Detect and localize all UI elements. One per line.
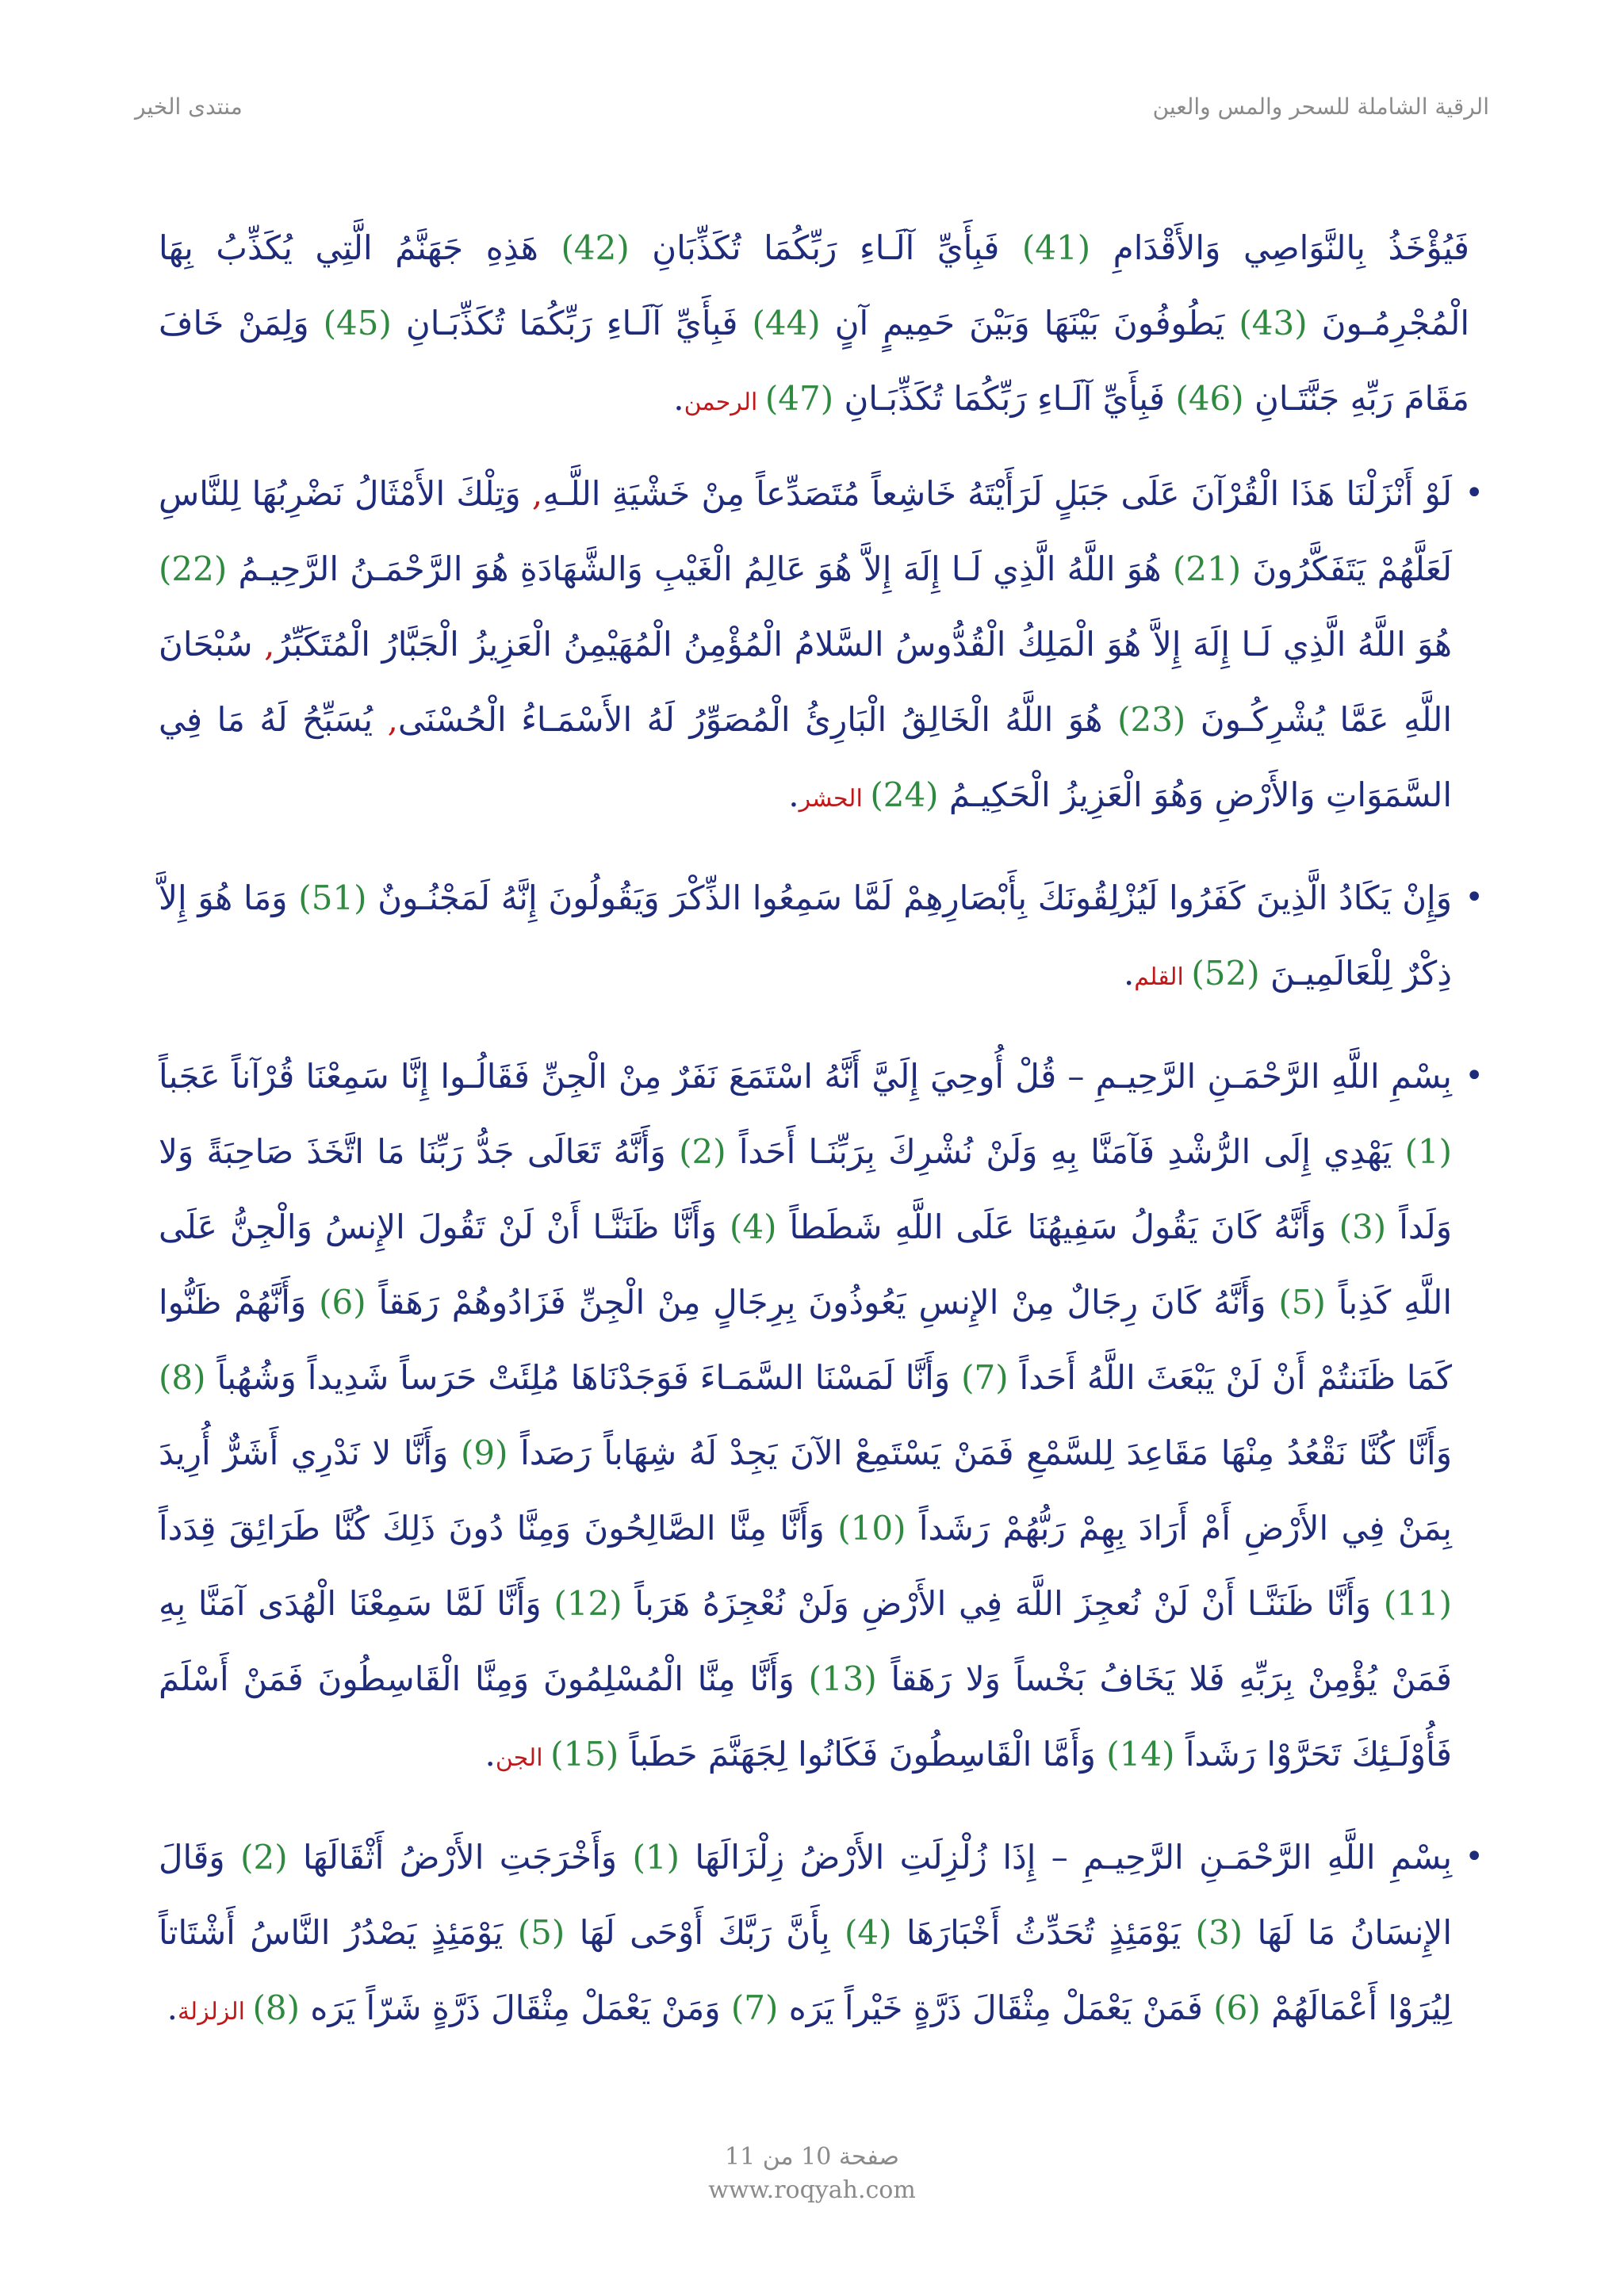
verse-text: وَقَالَ الإِنسَانُ مَا لَهَا	[159, 1838, 1453, 1952]
ayah-number: (15)	[550, 1735, 619, 1774]
bullet-icon: •	[1465, 879, 1484, 916]
ayah-number: (7)	[730, 1988, 779, 2027]
verse-text: يَوْمَئِذٍ يَصْدُرُ النَّاسُ أَشْتَاتاً لِيُرَوْا أَعْمَالَهُمْ	[159, 1913, 1452, 2027]
ayah-number: (2)	[240, 1838, 288, 1877]
page-footer	[0, 2141, 1624, 2207]
ayah-number: (4)	[729, 1207, 777, 1246]
verse-paragraph	[159, 1820, 1484, 2049]
verse-text: وَأَنَّا لَمَّا سَمِعْنَا الْهُدَى آمَنَّا بِهِ فَمَنْ يُؤْمِنْ بِرَبِّهِ فَلا يَخَافُ بَخْساً وَلا رَهَقاً	[159, 1584, 1452, 1698]
ayah-number: (3)	[1195, 1913, 1243, 1952]
verse-text: بِأَنَّ رَبَّكَ أَوْحَى لَهَا	[565, 1913, 845, 1952]
ayah-number: (5)	[1278, 1283, 1326, 1322]
red-comma: ,	[531, 474, 543, 513]
ayah-number: (41)	[1021, 228, 1091, 267]
verse-text: .	[485, 1735, 496, 1774]
verse-paragraph	[159, 456, 1484, 836]
verse-text: سُبْحَانَ اللَّهِ عَمَّا يُشْرِكُـونَ	[159, 625, 1452, 739]
verse-text: فَبِأَيِّ آلَـاءِ رَبِّكُمَا تُكَذِّبَانِ	[629, 228, 1022, 267]
page-header	[135, 94, 1489, 133]
verse-text: هُوَ اللَّهُ الْخَالِقُ الْبَارِئُ الْمُصَوِّرُ لَهُ الأَسْمَـاءُ الْحُسْنَى	[397, 700, 1118, 739]
verse-text: وَأَنَّهُ كَانَ رِجَالٌ مِنْ الإِنسِ يَعُوذُونَ بِرِجَالٍ مِنْ الْجِنِّ فَزَادُوهُمْ رَهَقاً	[366, 1283, 1279, 1322]
verse-text: وَأَنَّهُ كَانَ يَقُولُ سَفِيهُنَا عَلَى اللَّهِ شَطَطاً	[776, 1207, 1339, 1246]
red-comma: ,	[387, 700, 398, 739]
verse-text: لَوْ أَنْزَلْنَا هَذَا الْقُرْآنَ عَلَى جَبَلٍ لَرَأَيْتَهُ خَاشِعاً مُتَصَدِّعاً مِنْ خَشْيَةِ اللَّـهِ	[542, 474, 1452, 513]
ayah-number: (42)	[561, 228, 630, 267]
ayah-number: (8)	[252, 1988, 300, 2027]
verse-text: وَأَمَّا الْقَاسِطُونَ فَكَانُوا لِجَهَنَّمَ حَطَباً	[619, 1735, 1107, 1774]
ayah-number: (1)	[1404, 1132, 1453, 1171]
verse-text: وَأَنَّا ظَنَنَّـا أَنْ لَنْ تَقُولَ الإِنسُ وَالْجِنُّ عَلَى اللَّهِ كَذِباً	[159, 1207, 1453, 1322]
ayah-number: (1)	[632, 1838, 680, 1877]
verse-text: هُوَ اللَّهُ الَّذِي لَـا إِلَهَ إِلاَّ هُوَ الْمَلِكُ الْقُدُّوسُ السَّلامُ الْمُؤْمِنُ الْمُهَيْمِنُ الْعَزِيزُ الْجَبَّارُ الْمُتَكَبِّرُ	[274, 625, 1452, 664]
ayah-number: (43)	[1239, 304, 1308, 342]
verse-text: .	[1123, 954, 1135, 993]
site-name: منتدى الخير	[135, 94, 243, 120]
ayah-number: (23)	[1117, 700, 1186, 739]
verse-text: يَوْمَئِذٍ تُحَدِّثُ أَخْبَارَهَا	[891, 1913, 1196, 1952]
ayah-number: (10)	[837, 1509, 906, 1548]
verse-paragraph	[159, 1039, 1484, 1796]
bullet-icon: •	[1465, 1839, 1484, 1875]
surah-name: الزلزلة	[177, 1998, 253, 2026]
verse-text: .	[167, 1988, 178, 2027]
ayah-number: (47)	[764, 379, 834, 418]
verse-text: هُوَ اللَّهُ الَّذِي لَـا إِلَهَ إِلاَّ هُوَ عَالِمُ الْغَيْبِ وَالشَّهَادَةِ هُوَ الرَّحْمَـنُ الرَّحِيـمُ	[227, 549, 1173, 588]
ayah-number: (3)	[1339, 1207, 1387, 1246]
document-title: الرقية الشاملة للسحر والمس والعين	[1152, 94, 1489, 120]
ayah-number: (44)	[752, 304, 821, 342]
ayah-number: (4)	[845, 1913, 892, 1952]
verse-text: هَذِهِ جَهَنَّمُ الَّتِي يُكَذِّبُ بِهَا الْمُجْرِمُـونَ	[159, 228, 1469, 342]
verse-text: وَأَنَّا لَمَسْنَا السَّمَـاءَ فَوَجَدْنَاهَا مُلِئَتْ حَرَساً شَدِيداً وَشُهُباً	[205, 1358, 962, 1397]
ayah-number: (45)	[323, 304, 392, 342]
verse-text: يُسَبِّحُ لَهُ مَا فِي السَّمَوَاتِ وَالأَرْضِ وَهُوَ الْعَزِيزُ الْحَكِيـمُ	[159, 700, 1452, 814]
website-url: www.roqyah.com	[708, 2176, 916, 2204]
verse-text: فَبِأَيِّ آلَـاءِ رَبِّكُمَا تُكَذِّبَـانِ	[391, 304, 753, 342]
verse-text: وَأَنَّا لا نَدْرِي أَشَرٌّ أُرِيدَ بِمَنْ فِي الأَرْضِ أَمْ أَرَادَ بِهِمْ رَبُّهُمْ رَشَداً	[159, 1433, 1452, 1548]
verse-paragraph	[159, 860, 1484, 1015]
ayah-number: (5)	[517, 1913, 565, 1952]
verse-text: .	[788, 775, 799, 814]
verse-text: وَتِلْكَ الأَمْثَالُ نَضْرِبُهَا لِلنَّاسِ لَعَلَّهُمْ يَتَفَكَّرُونَ	[159, 474, 1452, 588]
verse-text: بِسْمِ اللَّهِ الرَّحْمَـنِ الرَّحِيـمِ – قُلْ أُوحِيَ إِلَيَّ أَنَّهُ اسْتَمَعَ نَفَرٌ مِنْ الْجِنِّ فَقَالُـوا إِنَّا سَمِعْنَا قُرْآناً عَجَباً	[159, 1057, 1452, 1096]
surah-name: الجن	[495, 1744, 551, 1772]
ayah-number: (46)	[1175, 379, 1244, 418]
verse-text: فَبِأَيِّ آلَـاءِ رَبِّكُمَا تُكَذِّبَـانِ	[833, 379, 1176, 418]
ayah-number: (2)	[679, 1132, 726, 1171]
verse-text: وَأَنَّا كُنَّا نَقْعُدُ مِنْهَا مَقَاعِدَ لِلسَّمْعِ فَمَنْ يَسْتَمِعْ الآنَ يَجِدْ لَهُ شِهَاباً رَصَداً	[508, 1433, 1452, 1472]
verse-text: وَأَنَّهُمْ ظَنُّوا كَمَا ظَنَنتُمْ أَنْ لَنْ يَبْعَثَ اللَّهُ أَحَداً	[159, 1283, 1453, 1397]
ayah-number: (7)	[961, 1358, 1009, 1397]
surah-name: الرحمن	[684, 388, 765, 416]
verse-text: يَطُوفُونَ بَيْنَهَا وَبَيْنَ حَمِيمٍ آنٍ	[820, 304, 1239, 342]
ayah-number: (12)	[553, 1584, 622, 1623]
page-number: صفحة 10 من 11	[725, 2143, 899, 2171]
ayah-number: (9)	[460, 1433, 508, 1472]
verse-text: بِسْمِ اللَّهِ الرَّحْمَـنِ الرَّحِيـمِ – إِذَا زُلْزِلَتِ الأَرْضُ زِلْزَالَهَا	[679, 1838, 1453, 1877]
ayah-number: (24)	[870, 775, 939, 814]
ayah-number: (22)	[159, 549, 228, 588]
ayah-number: (11)	[1383, 1584, 1452, 1623]
verse-text: .	[673, 379, 684, 418]
verse-text: وَلِمَنْ خَافَ مَقَامَ رَبِّهِ جَنَّتَـانِ	[159, 304, 1469, 418]
surah-name: الحشر	[799, 785, 871, 813]
ayah-number: (21)	[1172, 549, 1242, 588]
verse-text: وَأَنَّا مِنَّا الصَّالِحُونَ وَمِنَّا دُونَ ذَلِكَ كُنَّا طَرَائِقَ قِدَداً	[159, 1509, 838, 1548]
verse-text: وَإِنْ يَكَادُ الَّذِينَ كَفَرُوا لَيُزْلِقُونَكَ بِأَبْصَارِهِمْ لَمَّا سَمِعُوا الذِّكْرَ وَيَقُولُونَ إِنَّهُ لَمَجْنُـونٌ	[366, 878, 1452, 917]
verse-text: فَيُؤْخَذُ بِالنَّوَاصِي وَالأَقْدَامِ	[1090, 228, 1469, 267]
page-content	[159, 210, 1484, 2073]
ayah-number: (52)	[1191, 954, 1260, 993]
bullet-icon: •	[1465, 1058, 1484, 1094]
ayah-number: (8)	[159, 1358, 206, 1397]
verse-text: فَمَنْ يَعْمَلْ مِثْقَالَ ذَرَّةٍ خَيْراً يَرَه	[778, 1988, 1214, 2027]
ayah-number: (13)	[808, 1659, 877, 1698]
red-comma: ,	[264, 625, 275, 664]
verse-text: وَمَنْ يَعْمَلْ مِثْقَالَ ذَرَّةٍ شَرّاً يَرَه	[299, 1988, 731, 2027]
ayah-number: (6)	[1213, 1988, 1261, 2027]
ayah-number: (6)	[319, 1283, 366, 1322]
verse-text: وَأَنَّا مِنَّا الْمُسْلِمُونَ وَمِنَّا الْقَاسِطُونَ فَمَنْ أَسْلَمَ فَأُوْلَـئِكَ تَحَرَّوْا رَشَداً	[159, 1659, 1452, 1774]
verse-paragraph	[159, 210, 1469, 440]
verse-text: وَأَنَّهُ تَعَالَى جَدُّ رَبِّنَا مَا اتَّخَذَ صَاحِبَةً وَلا وَلَداً	[159, 1132, 1452, 1246]
ayah-number: (14)	[1106, 1735, 1175, 1774]
verse-text: وَأَنَّا ظَنَنَّـا أَنْ لَنْ نُعجِزَ اللَّهَ فِي الأَرْضِ وَلَنْ نُعْجِزَهُ هَرَباً	[622, 1584, 1384, 1623]
verse-text: يَهْدِي إِلَى الرُّشْدِ فَآمَنَّا بِهِ وَلَنْ نُشْرِكَ بِرَبِّنَـا أَحَداً	[726, 1132, 1405, 1171]
ayah-number: (51)	[298, 878, 367, 917]
bullet-icon: •	[1465, 475, 1484, 511]
verse-text: وَأَخْرَجَتِ الأَرْضُ أَثْقَالَهَا	[287, 1838, 633, 1877]
surah-name: القلم	[1134, 963, 1192, 991]
verse-text: وَمَا هُوَ إِلاَّ ذِكْرٌ لِلْعَالَمِيـنَ	[159, 878, 1452, 993]
